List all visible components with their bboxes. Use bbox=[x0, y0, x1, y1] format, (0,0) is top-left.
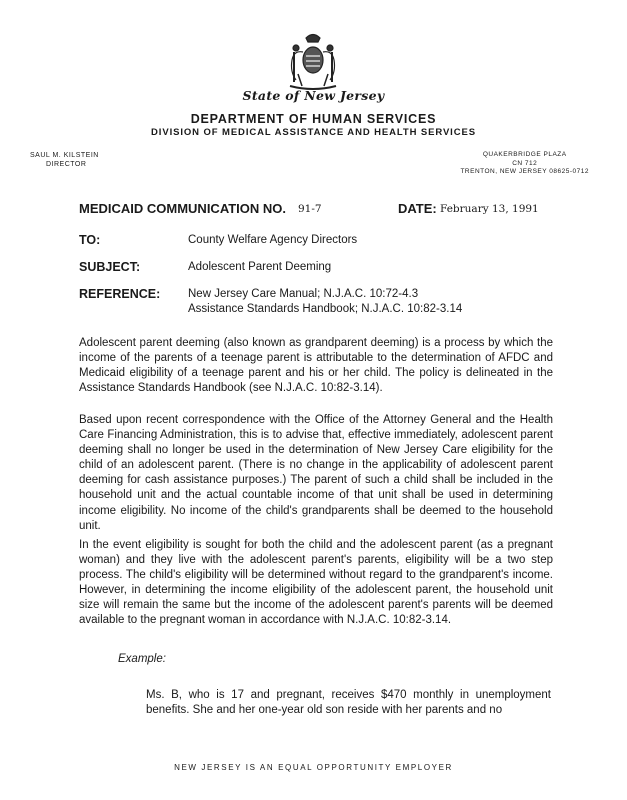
reference-value bbox=[188, 287, 462, 317]
address-line-1: QUAKERBRIDGE PLAZA bbox=[482, 151, 567, 158]
director-title: DIRECTOR bbox=[46, 161, 87, 168]
division-name: DIVISION OF MEDICAL ASSISTANCE AND HEALTH SERVICES bbox=[151, 127, 476, 138]
example-paragraph: Ms. B, who is 17 and pregnant, receives $470 monthly in unemployment benefits. She and her one-year old son reside with her parents and no bbox=[146, 689, 551, 717]
paragraph-1: Adolescent parent deeming (also known as grandparent deeming) is a process by which the income of the parents of a teenage parent is attributable to the determination of AFDC and Medicaid eligibility of a teenage parent and his or her child. The policy is delineated in the Assistance Standards Handbook (see N.J.A.C. 10:82-3.14). bbox=[79, 337, 553, 395]
director-block bbox=[30, 151, 99, 169]
reference-label: REFERENCE: bbox=[79, 287, 161, 301]
communication-number: 91-7 bbox=[298, 203, 322, 215]
address-line-2: CN 712 bbox=[512, 159, 538, 167]
date-value: February 13, 1991 bbox=[440, 203, 539, 215]
reference-line-1: New Jersey Care Manual; N.J.A.C. 10:72-4.3 bbox=[188, 288, 419, 300]
date-label: DATE: bbox=[398, 201, 437, 216]
to-value: County Welfare Agency Directors bbox=[188, 234, 358, 246]
to-label: TO: bbox=[79, 233, 101, 247]
paragraph-3: In the event eligibility is sought for both the child and the adolescent parent (as a pregnant woman) and they live with the adolescent parent's parents, eligibility will be a two step process. The child's eligibility will be determined without regard to the grandparent's income. However, in determining the income eligibility of the adolescent parent, the household unit size will remain the same but the income of the adolescent parent's parents will be deemed available to the pregnant woman in accordance with N.J.A.C. 10:82-3.14. bbox=[79, 539, 553, 627]
state-seal-icon bbox=[284, 30, 342, 92]
footer-text: NEW JERSEY IS AN EQUAL OPPORTUNITY EMPLOYER bbox=[174, 763, 453, 772]
paragraph-2: Based upon recent correspondence with the Office of the Attorney General and the Health Care Financing Administration, this is to advise that, effective immediately, adolescent parent deeming shall no longer be used in the determination of New Jersey Care eligibility for the child of an adolescent parent. (There is no change in the applicability of adolescent parent deeming for cash assistance purposes.) The parent of such a child shall be included in the household unit and the actual countable income of that unit shall be used in determining income eligibility. No income of the child's grandparents shall be deemed to the household unit. bbox=[79, 414, 553, 532]
communication-label: MEDICAID COMMUNICATION NO. bbox=[79, 201, 287, 216]
director-name: SAUL M. KILSTEIN bbox=[30, 152, 99, 159]
subject-label: SUBJECT: bbox=[79, 260, 141, 274]
department-name: DEPARTMENT OF HUMAN SERVICES bbox=[190, 112, 437, 126]
reference-line-2: Assistance Standards Handbook; N.J.A.C. 10:82-3.14 bbox=[188, 303, 463, 315]
address-line-3: TRENTON, NEW JERSEY 08625-0712 bbox=[460, 168, 589, 175]
address-block bbox=[460, 151, 589, 177]
subject-value: Adolescent Parent Deeming bbox=[188, 261, 332, 273]
state-name: State of New Jersey bbox=[242, 88, 385, 103]
example-label: Example: bbox=[118, 653, 166, 665]
